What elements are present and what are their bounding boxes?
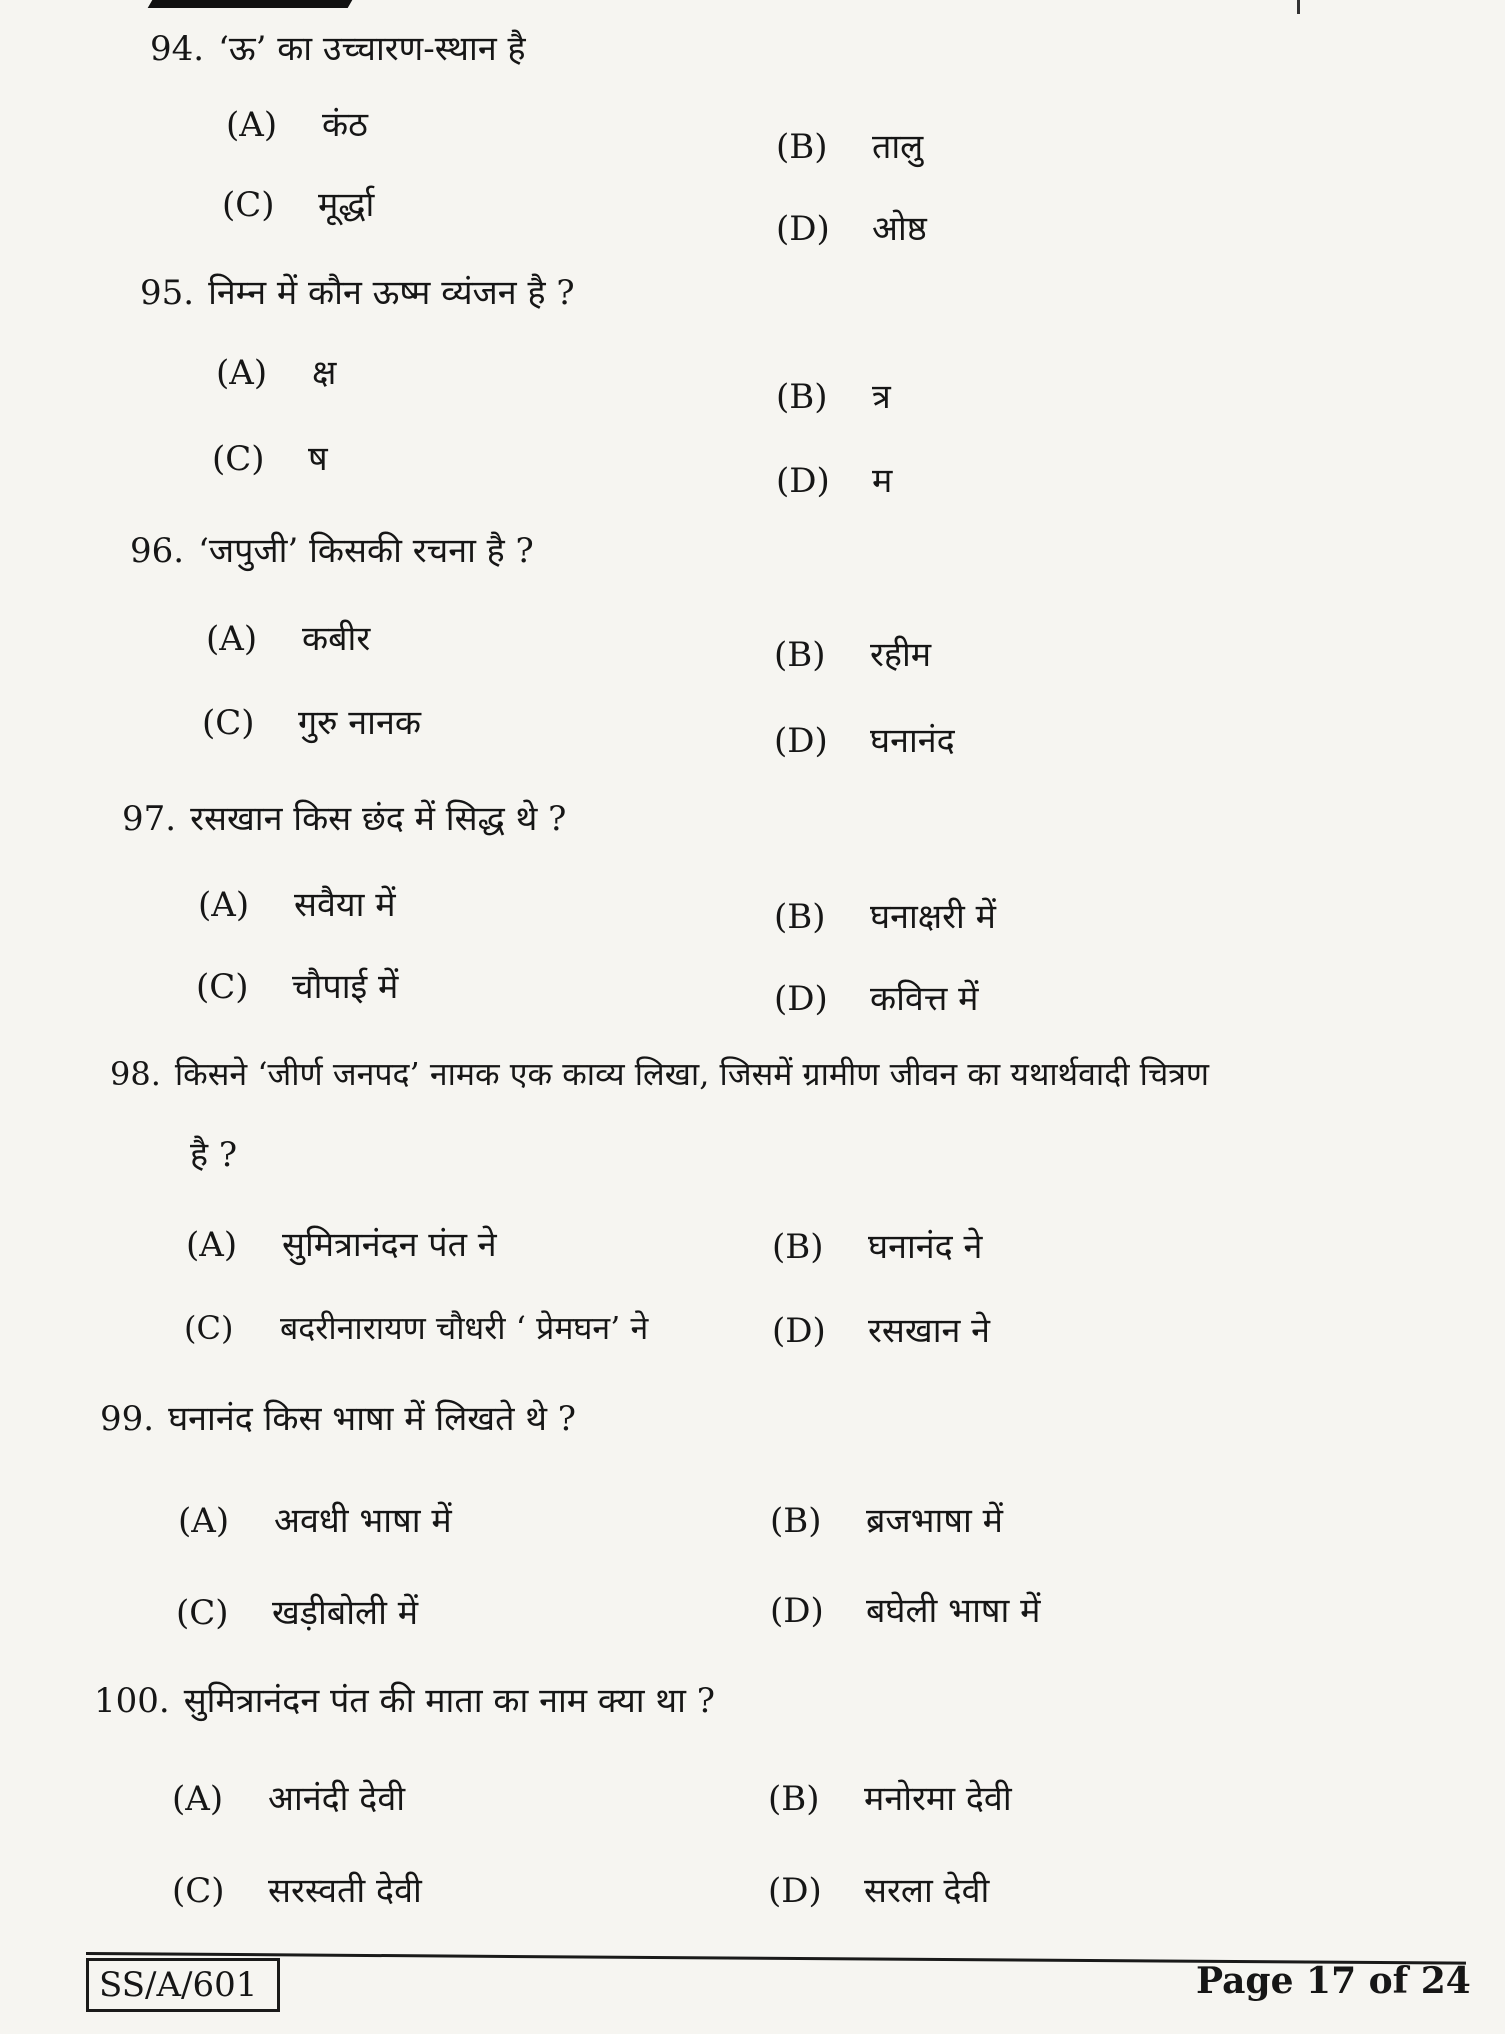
option-label: (A) xyxy=(198,885,250,925)
option-text: क्ष xyxy=(312,353,337,393)
option-text: सरस्वती देवी xyxy=(268,1871,422,1911)
option-100-c xyxy=(172,1866,422,1912)
option-text: गुरु नानक xyxy=(298,703,421,743)
option-94-b xyxy=(776,122,923,168)
option-text: सरला देवी xyxy=(864,1871,990,1911)
option-text: सवैया में xyxy=(294,885,396,925)
question-text: ‘ऊ’ का उच्चारण-स्थान है xyxy=(218,29,526,69)
option-100-b xyxy=(768,1774,1012,1820)
option-text: ओष्ठ xyxy=(872,209,927,249)
question-98-line2 xyxy=(190,1130,237,1176)
top-edge-tick xyxy=(1297,0,1300,14)
question-text-continued: है ? xyxy=(190,1135,238,1175)
option-text: रहीम xyxy=(870,635,932,675)
option-text: घनानंद ने xyxy=(868,1227,983,1267)
question-number: 100. xyxy=(94,1681,170,1721)
page-number: Page 17 of 24 xyxy=(1196,1960,1471,2002)
option-99-d xyxy=(770,1586,1040,1632)
option-label: (D) xyxy=(768,1871,822,1911)
option-96-a xyxy=(206,614,370,660)
option-label: (D) xyxy=(772,1311,826,1351)
option-text: घनानंद xyxy=(870,721,955,761)
option-label: (A) xyxy=(172,1779,224,1819)
option-label: (C) xyxy=(202,703,255,743)
question-number: 99. xyxy=(100,1399,155,1439)
option-97-a xyxy=(198,880,396,926)
question-text: ‘जपुजी’ किसकी रचना है ? xyxy=(198,531,534,571)
question-96 xyxy=(130,526,534,572)
option-text: त्र xyxy=(872,377,891,417)
option-94-c xyxy=(222,180,374,226)
option-94-a xyxy=(226,100,368,146)
option-text: अवधी भाषा में xyxy=(274,1501,452,1541)
option-99-b xyxy=(770,1496,1003,1542)
question-number: 98. xyxy=(110,1055,161,1093)
option-text: खड़ीबोली में xyxy=(272,1593,419,1633)
option-label: (C) xyxy=(222,185,275,225)
question-number: 96. xyxy=(130,531,185,571)
option-99-c xyxy=(176,1588,418,1634)
question-97 xyxy=(122,794,566,840)
option-94-d xyxy=(776,204,927,250)
question-text: रसखान किस छंद में सिद्ध थे ? xyxy=(190,799,567,839)
option-98-b xyxy=(772,1222,982,1268)
option-label: (B) xyxy=(772,1227,824,1267)
option-text: ब्रजभाषा में xyxy=(866,1501,1003,1541)
option-label: (A) xyxy=(226,105,278,145)
option-text: सुमित्रानंदन पंत ने xyxy=(282,1225,497,1265)
question-text: सुमित्रानंदन पंत की माता का नाम क्या था ? xyxy=(183,1681,715,1721)
option-label: (C) xyxy=(176,1593,229,1633)
option-98-d xyxy=(772,1306,990,1352)
question-number: 94. xyxy=(150,29,205,69)
option-label: (B) xyxy=(774,897,826,937)
option-96-b xyxy=(774,630,931,676)
option-97-b xyxy=(774,892,996,938)
option-label: (D) xyxy=(776,209,830,249)
option-text: चौपाई में xyxy=(292,967,399,1007)
option-97-d xyxy=(774,974,978,1020)
option-95-b xyxy=(776,372,891,418)
option-95-a xyxy=(216,348,336,394)
option-text: मनोरमा देवी xyxy=(864,1779,1012,1819)
option-96-d xyxy=(774,716,955,762)
option-label: (C) xyxy=(196,967,249,1007)
question-text: निम्न में कौन ऊष्म व्यंजन है ? xyxy=(208,273,575,313)
top-edge-mark xyxy=(148,0,353,8)
option-text: मूर्द्धा xyxy=(318,185,375,225)
option-text: बघेली भाषा में xyxy=(866,1591,1041,1631)
option-text: तालु xyxy=(872,127,924,167)
option-text: घनाक्षरी में xyxy=(870,897,996,937)
option-label: (A) xyxy=(186,1225,238,1265)
option-label: (C) xyxy=(184,1309,234,1347)
option-label: (C) xyxy=(172,1871,225,1911)
question-95 xyxy=(140,268,575,314)
option-text: आनंदी देवी xyxy=(268,1779,406,1819)
question-98 xyxy=(110,1052,1209,1095)
option-100-d xyxy=(768,1866,989,1912)
option-label: (B) xyxy=(770,1501,822,1541)
question-number: 97. xyxy=(122,799,177,839)
option-label: (B) xyxy=(776,127,828,167)
option-text: ष xyxy=(308,439,328,479)
option-99-a xyxy=(178,1496,452,1542)
question-94 xyxy=(150,24,526,70)
option-label: (D) xyxy=(774,979,828,1019)
question-99 xyxy=(100,1394,576,1440)
option-label: (D) xyxy=(776,461,830,501)
option-label: (D) xyxy=(774,721,828,761)
option-label: (B) xyxy=(776,377,828,417)
question-text: घनानंद किस भाषा में लिखते थे ? xyxy=(168,1399,577,1439)
option-label: (C) xyxy=(212,439,265,479)
option-95-c xyxy=(212,434,328,480)
option-97-c xyxy=(196,962,398,1008)
option-text: बदरीनारायण चौधरी ‘ प्रेमघन’ ने xyxy=(280,1309,649,1347)
option-label: (A) xyxy=(216,353,268,393)
question-text: किसने ‘जीर्ण जनपद’ नामक एक काव्य लिखा, जिसमें ग्रामीण जीवन का यथार्थवादी चित्रण xyxy=(174,1055,1210,1093)
option-label: (A) xyxy=(206,619,258,659)
option-label: (B) xyxy=(774,635,826,675)
option-text: म xyxy=(872,461,893,501)
option-95-d xyxy=(776,456,892,502)
option-98-c xyxy=(184,1306,648,1349)
option-label: (B) xyxy=(768,1779,820,1819)
option-text: रसखान ने xyxy=(868,1311,991,1351)
option-label: (D) xyxy=(770,1591,824,1631)
option-96-c xyxy=(202,698,421,744)
question-100 xyxy=(94,1676,715,1722)
question-number: 95. xyxy=(140,273,195,313)
booklet-code: SS/A/601 xyxy=(86,1958,280,2012)
option-text: कबीर xyxy=(302,619,371,659)
option-label: (A) xyxy=(178,1501,230,1541)
option-100-a xyxy=(172,1774,405,1820)
option-98-a xyxy=(186,1220,497,1266)
option-text: कंठ xyxy=(322,105,368,145)
option-text: कवित्त में xyxy=(870,979,979,1019)
